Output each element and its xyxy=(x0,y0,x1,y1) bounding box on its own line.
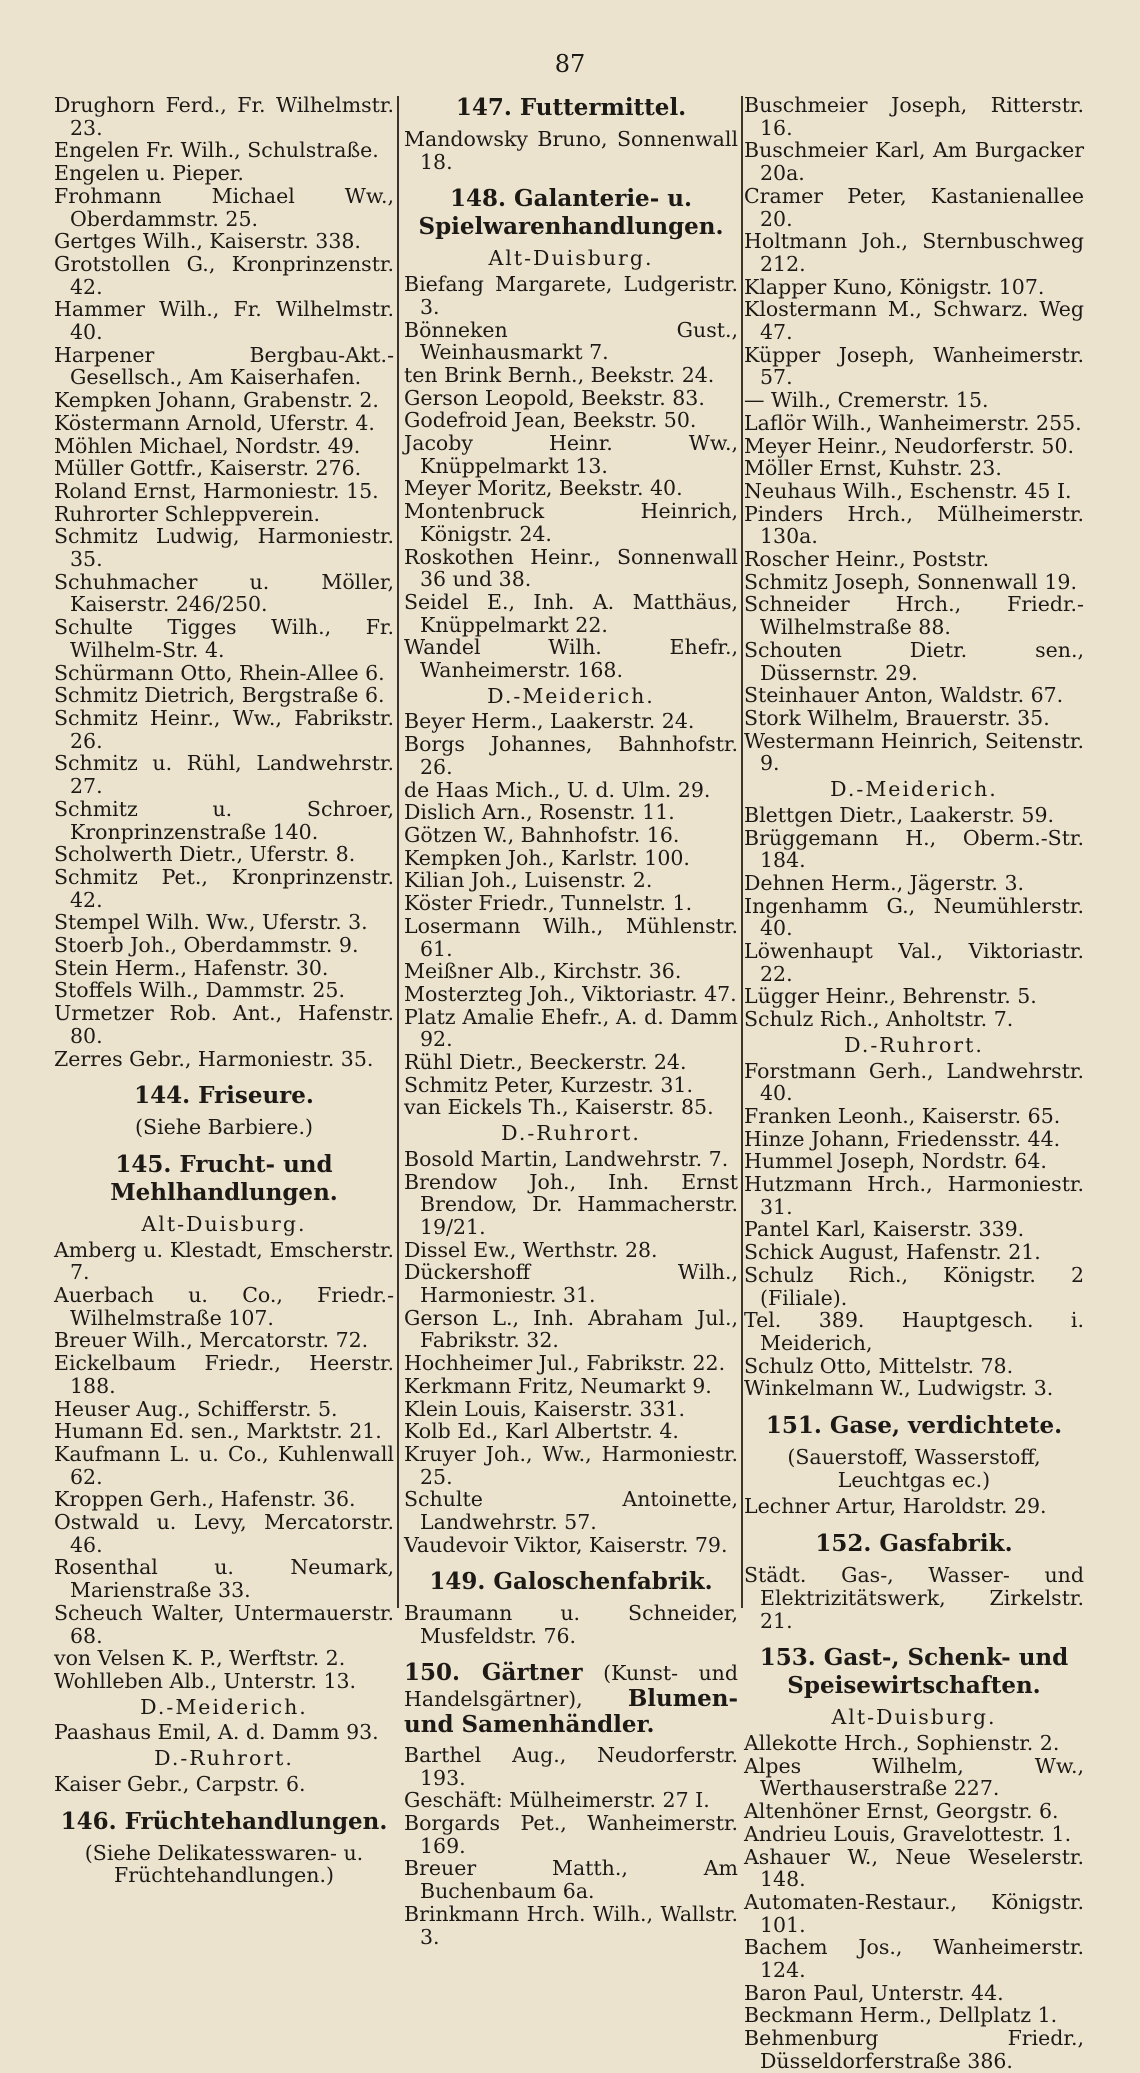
directory-entry: Ruhrorter Schleppverein. xyxy=(54,501,321,526)
directory-entry: Montenbruck Heinrich, Königstr. 24. xyxy=(404,499,738,546)
entry-list xyxy=(744,1060,1084,1401)
directory-entry: Wohlleben Alb., Unterstr. 13. xyxy=(54,1669,357,1693)
section-heading-150-title: 150. Gärtner xyxy=(404,1658,583,1686)
directory-entry: Alpes Wilhelm, Ww., Werthauserstraße 227. xyxy=(744,1753,1084,1801)
directory-entry: Borgards Pet., Wanheimerstr. 169. xyxy=(404,1811,738,1858)
directory-entry: Seidel E., Inh. A. Matthäus, Knüppelmarkt 22. xyxy=(404,589,738,637)
entry-list xyxy=(744,94,1084,775)
directory-entry: Altenhöner Ernst, Georgstr. 6. xyxy=(744,1799,1059,1824)
page-number: 87 xyxy=(554,50,586,78)
directory-entry: Baron Paul, Unterstr. 44. xyxy=(744,1980,1004,2005)
directory-entry: Kaufmann L. u. Co., Kuhlenwall 62. xyxy=(54,1441,394,1489)
directory-entry: Klapper Kuno, Königstr. 107. xyxy=(744,274,1045,299)
directory-entry: Gerson L., Inh. Abraham Jul., Fabrikstr. 32. xyxy=(404,1305,738,1353)
section-heading-144: 144. Friseure. xyxy=(134,1082,314,1110)
location-heading: D.-Meiderich. xyxy=(140,1694,308,1719)
directory-entry: Hinze Johann, Friedensstr. 44. xyxy=(744,1126,1061,1151)
directory-entry: Blettgen Dietr., Laakerstr. 59. xyxy=(744,802,1055,827)
column-3 xyxy=(744,94,1084,2073)
directory-entry: Bachem Jos., Wanheimerstr. 124. xyxy=(744,1935,1084,1983)
entry-list xyxy=(744,1495,1084,1518)
directory-entry: Schick August, Hafenstr. 21. xyxy=(744,1240,1041,1265)
directory-entry: Jacoby Heinr. Ww., Knüppelmarkt 13. xyxy=(404,431,738,478)
directory-entry: Brüggemann H., Oberm.-Str. 184. xyxy=(744,825,1084,873)
directory-entry: Schulz Rich., Königstr. 2 (Filiale). xyxy=(744,1262,1084,1310)
directory-entry: Hochheimer Jul., Fabrikstr. 22. xyxy=(404,1351,726,1376)
directory-entry: Breuer Matth., Am Buchenbaum 6a. xyxy=(404,1856,738,1904)
section-heading-148: 148. Galanterie- u. Spielwarenhandlungen. xyxy=(418,185,724,241)
location-heading: D.-Ruhrort. xyxy=(154,1746,294,1771)
directory-entry: Götzen W., Bahnhofstr. 16. xyxy=(404,822,680,847)
directory-entry: Kempken Joh., Karlstr. 100. xyxy=(404,845,690,870)
section-heading-150-rest: Blumen- und Samenhändler. xyxy=(404,1684,738,1738)
directory-entry: Andrieu Louis, Gravelottestr. 1. xyxy=(744,1821,1072,1846)
directory-entry: Schmitz Heinr., Ww., Fabrikstr. 26. xyxy=(54,705,394,753)
directory-entry: Brinkmann Hrch. Wilh., Wallstr. 3. xyxy=(404,1901,738,1949)
entry-list xyxy=(54,94,394,1070)
directory-entry: Scheuch Walter, Untermauerstr. 68. xyxy=(54,1600,394,1648)
directory-entry: Godefroid Jean, Beekstr. 50. xyxy=(404,408,697,433)
location-heading: D.-Meiderich. xyxy=(487,683,655,708)
directory-entry: Schneider Hrch., Friedr.-Wilhelmstraße 88. xyxy=(744,592,1084,640)
directory-entry: Schulte Tigges Wilh., Fr. Wilhelm-Str. 4. xyxy=(54,615,394,662)
directory-entry: Amberg u. Klestadt, Emscherstr. 7. xyxy=(54,1237,394,1285)
directory-entry: Küpper Joseph, Wanheimerstr. 57. xyxy=(744,342,1084,390)
directory-entry: Müller Gottfr., Kaiserstr. 276. xyxy=(54,456,362,481)
section-heading-146: 146. Früchtehandlungen. xyxy=(60,1807,388,1835)
section-heading-151: 151. Gase, verdichtete. xyxy=(765,1412,1063,1440)
directory-entry: Klein Louis, Kaiserstr. 331. xyxy=(404,1396,686,1421)
cross-reference: (Siehe Barbiere.) xyxy=(135,1115,313,1140)
directory-entry: Tel. 389. Hauptgesch. i. Meiderich, xyxy=(744,1308,1084,1355)
directory-entry: Schmitz Dietrich, Bergstraße 6. xyxy=(54,683,385,708)
directory-entry: Stoerb Joh., Oberdammstr. 9. xyxy=(54,933,359,958)
directory-entry: Engelen Fr. Wilh., Schulstraße. xyxy=(54,138,379,163)
directory-entry: Breuer Wilh., Mercatorstr. 72. xyxy=(54,1328,369,1353)
directory-entry: Kerkmann Fritz, Neumarkt 9. xyxy=(404,1373,712,1398)
location-heading: D.-Ruhrort. xyxy=(501,1121,641,1146)
location-heading: D.-Ruhrort. xyxy=(844,1032,984,1057)
cross-reference: (Siehe Delikatesswaren- u. Früchtehandlungen.) xyxy=(84,1840,364,1888)
directory-entry: Gertges Wilh., Kaiserstr. 338. xyxy=(54,229,361,254)
directory-entry: Möller Ernst, Kuhstr. 23. xyxy=(744,456,1002,481)
section-heading-147: 147. Futtermittel. xyxy=(455,94,687,121)
directory-entry: Cramer Peter, Kastanienallee 20. xyxy=(744,183,1084,231)
entry-list xyxy=(744,1564,1084,1632)
directory-entry: Schürmann Otto, Rhein-Allee 6. xyxy=(54,660,385,685)
directory-entry: Urmetzer Rob. Ant., Hafenstr. 80. xyxy=(54,1001,394,1048)
directory-entry: Steinhauer Anton, Waldstr. 67. xyxy=(744,683,1064,708)
location-heading: Alt-Duisburg. xyxy=(141,1211,307,1236)
directory-entry: Schouten Dietr. sen., Düssernstr. 29. xyxy=(744,637,1084,685)
directory-entry: Ostwald u. Levy, Mercatorstr. 46. xyxy=(54,1510,394,1557)
directory-entry: Köster Friedr., Tunnelstr. 1. xyxy=(404,891,693,916)
cross-reference: (Sauerstoff, Wasserstoff, Leuchtgas ec.) xyxy=(787,1445,1041,1492)
directory-entry: Roscher Heinr., Poststr. xyxy=(744,547,990,572)
directory-entry: Bönneken Gust., Weinhausmarkt 7. xyxy=(404,317,738,365)
entry-list xyxy=(404,1602,738,1647)
location-heading: D.-Meiderich. xyxy=(830,777,998,802)
directory-entry: Grotstollen G., Kronprinzenstr. 42. xyxy=(54,251,394,299)
entry-list xyxy=(744,1732,1084,2073)
directory-entry: Schmitz u. Rühl, Landwehrstr. 27. xyxy=(54,751,394,799)
directory-entry: Meißner Alb., Kirchstr. 36. xyxy=(404,959,682,984)
entry-list xyxy=(404,1148,738,1557)
directory-entry: Stein Herm., Hafenstr. 30. xyxy=(54,955,329,980)
directory-entry: Rühl Dietr., Beeckerstr. 24. xyxy=(404,1050,687,1075)
location-heading: Alt-Duisburg. xyxy=(831,1705,997,1730)
directory-entry: Stempel Wilh. Ww., Uferstr. 3. xyxy=(54,910,368,935)
directory-entry: de Haas Mich., U. d. Ulm. 29. xyxy=(404,777,711,802)
directory-entry: Städt. Gas-, Wasser- und Elektrizitätswerk, Zirkelstr. 21. xyxy=(744,1563,1084,1633)
directory-entry: Neuhaus Wilh., Eschenstr. 45 I. xyxy=(744,478,1072,503)
directory-entry: Kempken Johann, Grabenstr. 2. xyxy=(54,388,379,413)
directory-entry: Barthel Aug., Neudorferstr. 193. xyxy=(404,1742,738,1790)
directory-entry: Stoffels Wilh., Dammstr. 25. xyxy=(54,978,345,1003)
directory-entry: Mosterzteg Joh., Viktoriastr. 47. xyxy=(404,981,737,1006)
directory-entry: von Velsen K. P., Werftstr. 2. xyxy=(54,1646,346,1671)
section-heading-153: 153. Gast-, Schenk- und Speisewirtschaften. xyxy=(759,1644,1069,1700)
section-heading-150-subtitle: (Kunst- und Handelsgärtner), xyxy=(404,1660,738,1711)
directory-entry: Eickelbaum Friedr., Heerstr. 188. xyxy=(54,1351,394,1398)
section-heading-150 xyxy=(404,1660,738,1738)
directory-entry: Losermann Wilh., Mühlenstr. 61. xyxy=(404,913,738,961)
directory-entry: Dückershoff Wilh., Harmoniestr. 31. xyxy=(404,1260,738,1308)
directory-entry: Auerbach u. Co., Friedr.-Wilhelmstraße 107. xyxy=(54,1283,394,1330)
column-1 xyxy=(54,94,394,1891)
directory-entry: Beckmann Herm., Dellplatz 1. xyxy=(744,2003,1058,2028)
directory-entry: Brendow Joh., Inh. Ernst Brendow, Dr. Hammacherstr. 19/21. xyxy=(404,1169,738,1239)
directory-entry: Holtmann Joh., Sternbuschweg 212. xyxy=(744,229,1084,276)
entry-list xyxy=(404,273,738,682)
directory-entry: Mandowsky Bruno, Sonnenwall 18. xyxy=(404,127,738,174)
directory-entry: ten Brink Bernh., Beekstr. 24. xyxy=(404,362,715,387)
directory-entry: Hutzmann Hrch., Harmoniestr. 31. xyxy=(744,1172,1084,1219)
section-heading-152: 152. Gasfabrik. xyxy=(815,1530,1013,1558)
directory-entry: Geschäft: Mülheimerstr. 27 I. xyxy=(404,1788,710,1813)
directory-entry: Bosold Martin, Landwehrstr. 7. xyxy=(404,1146,729,1171)
directory-entry: Schulte Antoinette, Landwehrstr. 57. xyxy=(404,1487,738,1535)
directory-entry: Zerres Gebr., Harmoniestr. 35. xyxy=(54,1046,374,1071)
directory-entry: Meyer Heinr., Neudorferstr. 50. xyxy=(744,433,1075,458)
directory-entry: Franken Leonh., Kaiserstr. 65. xyxy=(744,1103,1061,1128)
directory-entry: Kolb Ed., Karl Albertstr. 4. xyxy=(404,1419,679,1444)
directory-entry: Buschmeier Joseph, Ritterstr. 16. xyxy=(744,93,1084,140)
directory-entry: Harpener Bergbau-Akt.-Gesellsch., Am Kaiserhafen. xyxy=(54,342,394,390)
directory-entry: Winkelmann W., Ludwigstr. 3. xyxy=(744,1376,1054,1401)
directory-entry: Kruyer Joh., Ww., Harmoniestr. 25. xyxy=(404,1441,738,1489)
directory-entry: Wandel Wilh. Ehefr., Wanheimerstr. 168. xyxy=(404,635,738,683)
directory-entry: van Eickels Th., Kaiserstr. 85. xyxy=(404,1095,714,1120)
directory-entry: Pinders Hrch., Mülheimerstr. 130a. xyxy=(744,501,1084,549)
column-rule xyxy=(397,96,399,1608)
directory-entry: Biefang Margarete, Ludgeristr. 3. xyxy=(404,272,738,319)
directory-entry: Scholwerth Dietr., Uferstr. 8. xyxy=(54,842,356,867)
directory-entry: Schmitz Pet., Kronprinzenstr. 42. xyxy=(54,864,394,912)
directory-entry: Rosenthal u. Neumark, Marienstraße 33. xyxy=(54,1555,394,1603)
directory-entry: Forstmann Gerh., Landwehrstr. 40. xyxy=(744,1058,1084,1106)
directory-entry: Pantel Karl, Kaiserstr. 339. xyxy=(744,1217,1025,1242)
directory-entry: Ingenhamm G., Neumühlerstr. 40. xyxy=(744,893,1084,941)
directory-entry: Borgs Johannes, Bahnhofstr. 26. xyxy=(404,732,738,779)
directory-entry: Schuhmacher u. Möller, Kaiserstr. 246/250. xyxy=(54,569,394,617)
directory-entry: Möhlen Michael, Nordstr. 49. xyxy=(54,433,361,458)
entry-list xyxy=(54,1239,394,1693)
location-heading: Alt-Duisburg. xyxy=(488,246,654,271)
directory-entry: Schulz Rich., Anholtstr. 7. xyxy=(744,1007,1014,1032)
directory-entry: Schmitz u. Schroer, Kronprinzenstraße 140. xyxy=(54,796,394,844)
directory-entry: Gerson Leopold, Beekstr. 83. xyxy=(404,385,705,410)
directory-entry: Allekotte Hrch., Sophienstr. 2. xyxy=(744,1731,1060,1755)
directory-entry: Roskothen Heinr., Sonnenwall 36 und 38. xyxy=(404,544,738,592)
section-heading-145: 145. Frucht- und Mehlhandlungen. xyxy=(110,1150,338,1206)
directory-entry: Schulz Otto, Mittelstr. 78. xyxy=(744,1353,1014,1378)
directory-entry: Automaten-Restaur., Königstr. 101. xyxy=(744,1889,1084,1937)
section-heading-149: 149. Galoschenfabrik. xyxy=(429,1568,713,1596)
directory-entry: Löwenhaupt Val., Viktoriastr. 22. xyxy=(744,939,1084,986)
directory-entry: Westermann Heinrich, Seitenstr. 9. xyxy=(744,728,1084,776)
directory-entry: Beyer Herm., Laakerstr. 24. xyxy=(404,709,695,734)
directory-entry: Behmenburg Friedr., Düsseldorferstraße 386. xyxy=(744,2026,1084,2073)
directory-entry: Braumann u. Schneider, Musfeldstr. 76. xyxy=(404,1601,738,1649)
column-2 xyxy=(404,94,738,1948)
directory-entry: Dislich Arn., Rosenstr. 11. xyxy=(404,800,675,825)
directory-entry: Vaudevoir Viktor, Kaiserstr. 79. xyxy=(404,1532,728,1557)
column-rule xyxy=(741,96,743,1608)
directory-entry: Drughorn Ferd., Fr. Wilhelmstr. 23. xyxy=(54,93,394,140)
directory-entry: Schmitz Ludwig, Harmoniestr. 35. xyxy=(54,524,394,572)
directory-entry: Paashaus Emil, A. d. Damm 93. xyxy=(54,1720,379,1745)
directory-entry: Frohmann Michael Ww., Oberdammstr. 25. xyxy=(54,183,394,231)
directory-entry: Roland Ernst, Harmoniestr. 15. xyxy=(54,478,379,503)
directory-entry: Platz Amalie Ehefr., A. d. Damm 92. xyxy=(404,1004,738,1052)
directory-entry: Klostermann M., Schwarz. Weg 47. xyxy=(744,297,1084,345)
directory-entry: Humann Ed. sen., Marktstr. 21. xyxy=(54,1419,382,1444)
directory-entry: Engelen u. Pieper. xyxy=(54,161,244,186)
directory-entry: Lügger Heinr., Behrenstr. 5. xyxy=(744,984,1037,1009)
directory-entry: Lechner Artur, Haroldstr. 29. xyxy=(744,1494,1047,1519)
directory-entry: Hummel Joseph, Nordstr. 64. xyxy=(744,1149,1047,1174)
directory-entry: Laflör Wilh., Wanheimerstr. 255. xyxy=(744,410,1082,435)
directory-entry: Heuser Aug., Schifferstr. 5. xyxy=(54,1396,338,1421)
directory-entry: Hammer Wilh., Fr. Wilhelmstr. 40. xyxy=(54,297,394,345)
entry-list xyxy=(404,1744,738,1948)
directory-entry: Kroppen Gerh., Hafenstr. 36. xyxy=(54,1487,356,1512)
entry-list xyxy=(404,710,738,1119)
directory-entry: Dehnen Herm., Jägerstr. 3. xyxy=(744,870,1025,895)
directory-entry: — Wilh., Cremerstr. 15. xyxy=(744,388,989,413)
directory-entry: Schmitz Joseph, Sonnenwall 19. xyxy=(744,569,1077,594)
entry-list xyxy=(54,1721,394,1744)
directory-entry: Dissel Ew., Werthstr. 28. xyxy=(404,1237,658,1262)
directory-entry: Ashauer W., Neue Weselerstr. 148. xyxy=(744,1844,1084,1892)
directory-entry: Schmitz Peter, Kurzestr. 31. xyxy=(404,1072,693,1097)
directory-entry: Buschmeier Karl, Am Burgacker 20a. xyxy=(744,138,1084,186)
entry-list xyxy=(744,804,1084,1031)
directory-entry: Stork Wilhelm, Brauerstr. 35. xyxy=(744,705,1050,730)
directory-entry: Kilian Joh., Luisenstr. 2. xyxy=(404,868,653,893)
entry-list xyxy=(54,1773,394,1796)
directory-entry: Kaiser Gebr., Carpstr. 6. xyxy=(54,1771,306,1796)
directory-entry: Meyer Moritz, Beekstr. 40. xyxy=(404,476,683,501)
directory-entry: Köstermann Arnold, Uferstr. 4. xyxy=(54,410,375,435)
entry-list xyxy=(404,128,738,173)
